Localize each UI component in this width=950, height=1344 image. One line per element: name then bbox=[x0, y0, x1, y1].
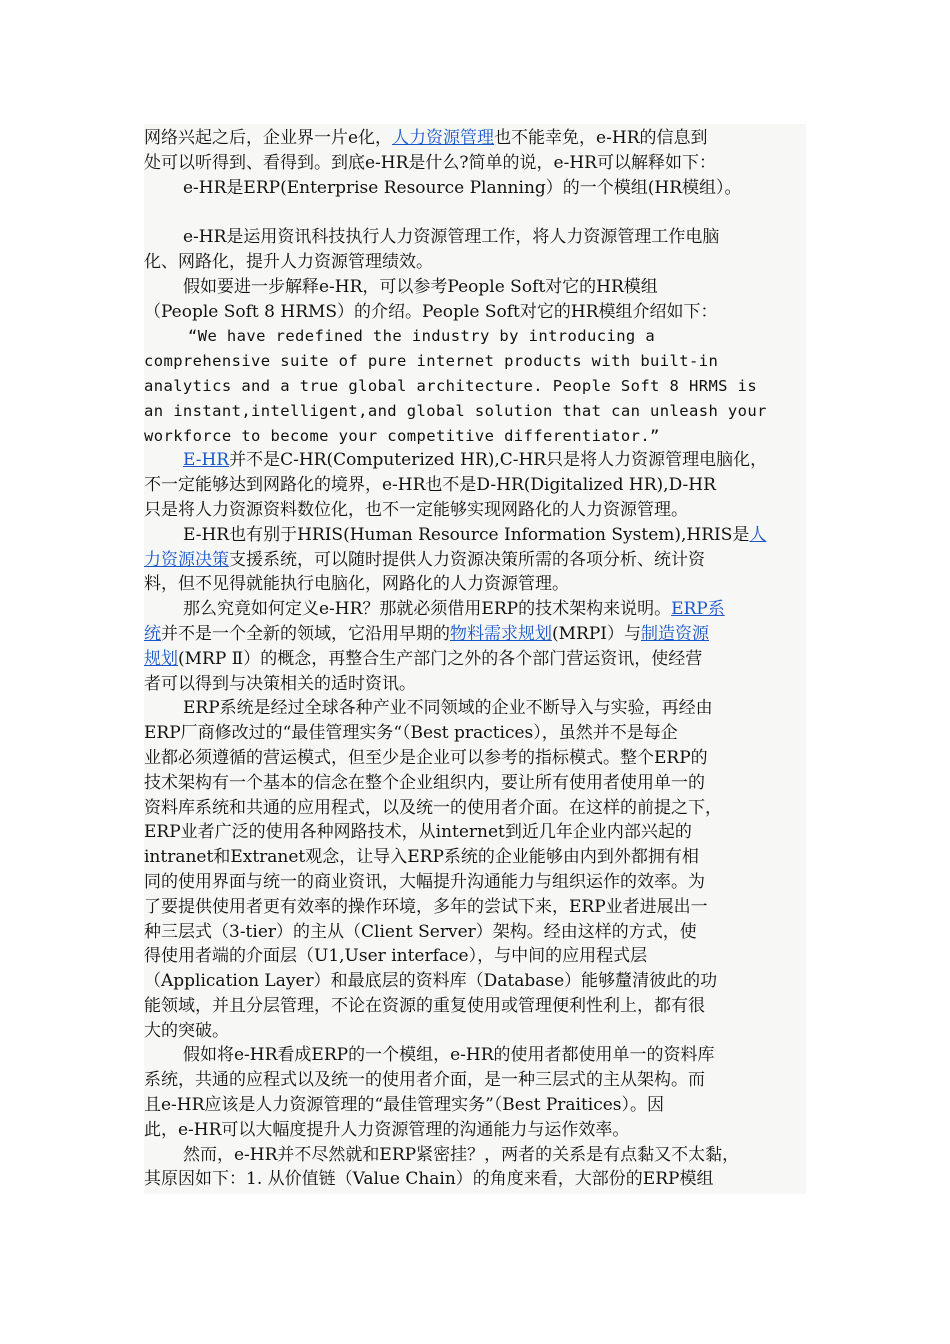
text-line bbox=[144, 1068, 814, 1093]
text-span: e-HR是运用资讯科技执行人力资源管理工作，将人力资源管理工作电脑 bbox=[183, 227, 720, 248]
text-line bbox=[144, 920, 814, 945]
text-span: an instant,intelligent,and global solution that can unleash your bbox=[144, 401, 767, 420]
text-line bbox=[144, 622, 814, 647]
text-span: 处可以听得到、看得到。到底e-HR是什么?简单的说，e-HR可以解释如下： bbox=[144, 152, 716, 173]
text-line bbox=[144, 672, 814, 697]
text-line bbox=[144, 324, 814, 349]
text-span: 技术架构有一个基本的信念在整个企业组织内，要让所有使用者使用单一的 bbox=[144, 772, 705, 793]
text-line bbox=[144, 548, 814, 573]
text-line bbox=[144, 944, 814, 969]
text-line bbox=[144, 250, 814, 275]
hyperlink[interactable]: 力资源决策 bbox=[144, 549, 229, 570]
text-line bbox=[144, 300, 814, 325]
text-span: 支援系统，可以随时提供人力资源决策所需的各项分析、统计资 bbox=[229, 549, 705, 570]
text-span: 了要提供使用者更有效率的操作环境，多年的尝试下来，ERP业者进展出一 bbox=[144, 896, 708, 917]
text-span: 得使用者端的介面层（U1,User interface），与中间的应用程式层 bbox=[144, 946, 648, 967]
text-span: 并不是一个全新的领域，它沿用早期的 bbox=[161, 623, 450, 644]
text-span: (MRP Ⅱ）的概念，再整合生产部门之外的各个部门营运资讯，使经营 bbox=[178, 648, 703, 669]
text-line bbox=[144, 399, 814, 424]
text-span: 假如将e-HR看成ERP的一个模组，e-HR的使用者都使用单一的资料库 bbox=[183, 1045, 715, 1066]
text-span: 同的使用界面与统一的商业资讯，大幅提升沟通能力与组织运作的效率。为 bbox=[144, 871, 705, 892]
text-line bbox=[144, 771, 814, 796]
text-line bbox=[144, 721, 814, 746]
text-span: 能领域，并且分层管理，不论在资源的重复使用或管理便利性利上，都有很 bbox=[144, 995, 705, 1016]
text-line bbox=[144, 176, 814, 201]
text-span: 料，但不见得就能执行电脑化，网路化的人力资源管理。 bbox=[144, 574, 569, 595]
text-span: 且e-HR应该是人力资源管理的“最佳管理实务”（Best Praitices）。因 bbox=[144, 1095, 665, 1116]
text-span: 化、网路化，提升人力资源管理绩效。 bbox=[144, 251, 433, 272]
text-line bbox=[144, 696, 814, 721]
text-line bbox=[144, 597, 814, 622]
text-span: “We have redefined the industry by introducing a bbox=[188, 327, 656, 346]
text-span: 者可以得到与决策相关的适时资讯。 bbox=[144, 673, 416, 694]
hyperlink[interactable]: 人 bbox=[749, 524, 767, 545]
hyperlink[interactable]: 人力资源管理 bbox=[392, 128, 495, 148]
text-span: (MRPⅠ）与 bbox=[552, 623, 641, 644]
hyperlink[interactable]: ERP系 bbox=[671, 599, 725, 620]
text-line bbox=[144, 647, 814, 672]
text-span: 然而，e-HR并不尽然就和ERP紧密挂？，两者的关系是有点黏又不太黏， bbox=[183, 1144, 740, 1165]
text-line bbox=[144, 572, 814, 597]
text-line bbox=[144, 895, 814, 920]
text-line bbox=[144, 796, 814, 821]
text-span: workforce to become your competitive differentiator.” bbox=[144, 426, 660, 445]
text-line bbox=[144, 523, 814, 548]
text-line bbox=[144, 448, 814, 473]
text-line bbox=[144, 374, 814, 399]
text-line bbox=[144, 1143, 814, 1168]
text-line bbox=[144, 870, 814, 895]
hyperlink[interactable]: 统 bbox=[144, 623, 161, 644]
text-line bbox=[144, 126, 814, 151]
text-span: 那么究竟如何定义e-HR？那就必须借用ERP的技术架构来说明。 bbox=[183, 599, 672, 620]
text-span: e-HR是ERP(Enterprise Resource Planning）的一个模组(HR模组）。 bbox=[183, 177, 742, 198]
text-line bbox=[144, 498, 814, 523]
text-line bbox=[144, 746, 814, 771]
text-span: ERP系统是经过全球各种产业不同领域的企业不断导入与实验，再经由 bbox=[183, 698, 713, 719]
text-line bbox=[144, 1043, 814, 1068]
text-span: comprehensive suite of pure internet products with built-in bbox=[144, 352, 719, 371]
hyperlink[interactable]: 物料需求规划 bbox=[450, 623, 552, 644]
text-span: analytics and a true global architecture. People Soft 8 HRMS is bbox=[144, 376, 758, 395]
text-span: 网络兴起之后，企业界一片e化， bbox=[144, 128, 393, 148]
hyperlink[interactable]: 规划 bbox=[144, 648, 178, 669]
text-span: 此，e-HR可以大幅度提升人力资源管理的沟通能力与运作效率。 bbox=[144, 1119, 630, 1140]
text-span: 其原因如下：1. 从价值链（Value Chain）的角度来看，大部份的ERP模组 bbox=[144, 1169, 714, 1190]
text-line bbox=[144, 1167, 814, 1192]
text-span: 系统，共通的应程式以及统一的使用者介面，是一种三层式的主从架构。而 bbox=[144, 1070, 705, 1091]
text-span: E-HR也有别于HRIS(Human Resource Information System),HRIS是 bbox=[183, 524, 750, 545]
text-line bbox=[144, 1019, 814, 1044]
text-line bbox=[144, 349, 814, 374]
text-line bbox=[144, 994, 814, 1019]
text-span: 种三层式（3-tier）的主从（Client Server）架构。经由这样的方式，使 bbox=[144, 921, 697, 942]
text-span: 假如要进一步解释e-HR，可以参考People Soft对它的HR模组 bbox=[183, 276, 658, 297]
text-line bbox=[144, 275, 814, 300]
hyperlink[interactable]: E-HR bbox=[183, 450, 230, 471]
text-span: （People Soft 8 HRMS）的介绍。People Soft对它的HR模组介绍如下： bbox=[144, 301, 718, 322]
hyperlink[interactable]: 制造资源 bbox=[641, 623, 709, 644]
paragraph-gap bbox=[144, 200, 814, 225]
text-line bbox=[144, 1093, 814, 1118]
text-span: intranet和Extranet观念，让导入ERP系统的企业能够由内到外都拥有相 bbox=[144, 847, 699, 868]
text-line bbox=[144, 424, 814, 449]
text-span: 业都必须遵循的营运模式，但至少是企业可以参考的指标模式。整个ERP的 bbox=[144, 747, 708, 768]
text-line bbox=[144, 225, 814, 250]
text-span: 并不是C-HR(Computerized HR),C-HR只是将人力资源管理电脑化， bbox=[229, 450, 768, 471]
text-span: 资料库系统和共通的应用程式，以及统一的使用者介面。在这样的前提之下， bbox=[144, 797, 722, 818]
text-span: 大的突破。 bbox=[144, 1020, 229, 1041]
text-span: ERP业者广泛的使用各种网路技术，从internet到近几年企业内部兴起的 bbox=[144, 822, 692, 843]
text-span: 也不能幸免，e-HR的信息到 bbox=[494, 128, 708, 148]
text-line bbox=[144, 969, 814, 994]
text-span: 只是将人力资源资料数位化，也不一定能够实现网路化的人力资源管理。 bbox=[144, 499, 688, 520]
text-line bbox=[144, 473, 814, 498]
text-span: 不一定能够达到网路化的境界，e-HR也不是D-HR(Digitalized HR),D-HR bbox=[144, 475, 716, 496]
text-line bbox=[144, 151, 814, 176]
text-line bbox=[144, 1118, 814, 1143]
text-span: （Application Layer）和最底层的资料库（Database）能够釐清彼此的功 bbox=[144, 971, 718, 992]
text-line bbox=[144, 820, 814, 845]
document-body bbox=[144, 126, 814, 1192]
text-line bbox=[144, 845, 814, 870]
text-span: ERP厂商修改过的“最佳管理实务“（Best practices），虽然并不是每企 bbox=[144, 723, 678, 744]
